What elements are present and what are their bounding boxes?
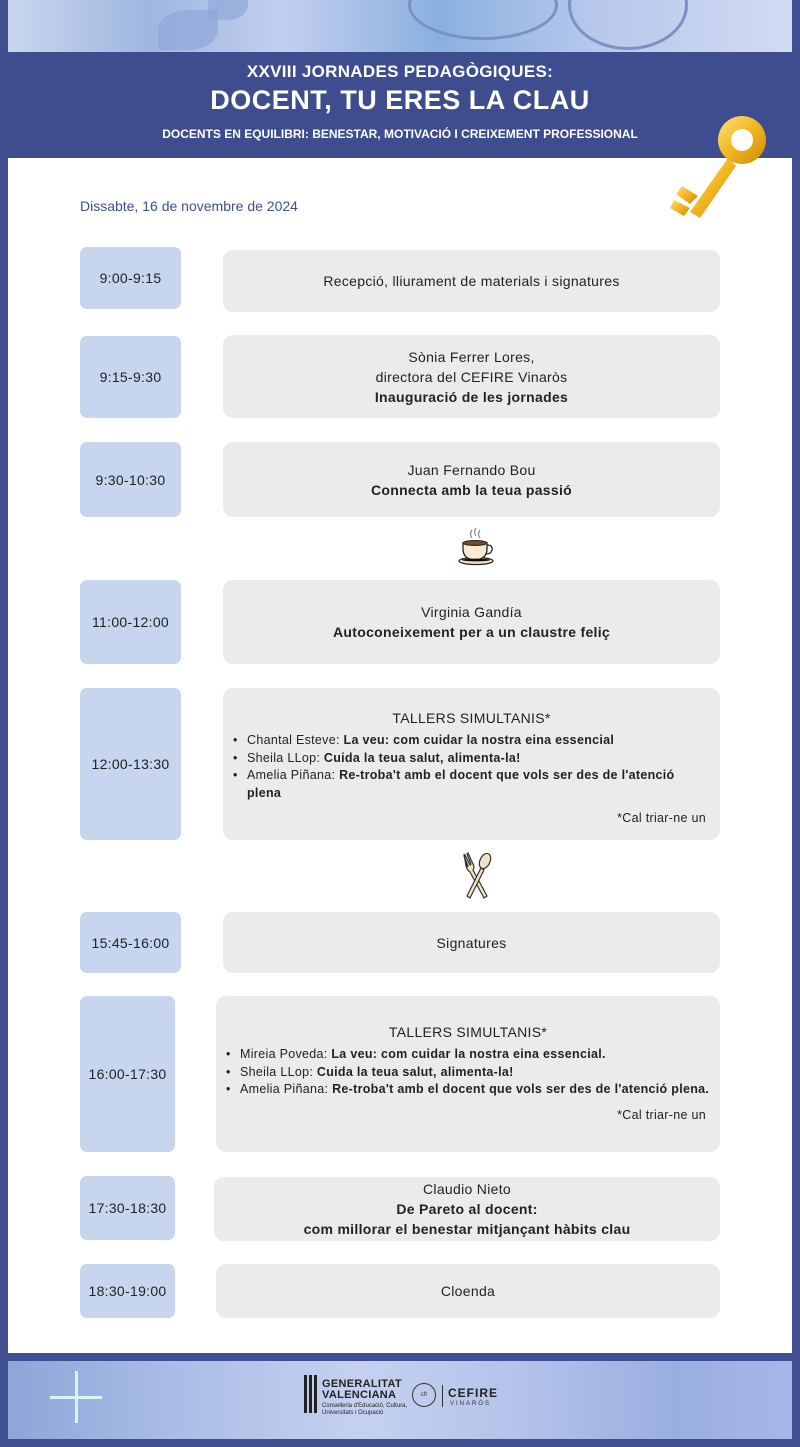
session-title: Inauguració de les jornades [374,388,569,405]
event-subtitle: DOCENTS EN EQUILIBRI: BENESTAR, MOTIVACIÓ I CREIXEMENT PROFESSIONAL [162,127,638,141]
session-box [216,1264,720,1318]
list-item: • Amelia Piñana: Re-troba't amb el docent que vols ser des de l'atenció plena. [240,1081,712,1099]
event-date: Dissabte, 16 de novembre de 2024 [80,198,298,214]
session-box [223,250,720,312]
event-title: DOCENT, TU ERES LA CLAU [210,85,590,115]
speaker-role: directora del CEFIRE Vinaròs [375,368,568,385]
list-item: • Amelia Piñana: Re-troba't amb el docent que vols ser des de l'atenció plena [247,767,712,802]
session-text: Cloenda [440,1283,496,1299]
speaker-name: Sònia Ferrer Lores, [408,348,535,365]
list-item: • Sheila LLop: Cuida la teua salut, alimenta-la! [247,750,712,768]
session-text: Signatures [436,934,507,951]
footer-strip: GENERALITAT VALENCIANA Conselleria d'Educació, Cultura, Universitats i Ocupació cfr CEFIRE VINARÒS [8,1361,792,1439]
session-box [223,442,720,517]
speaker-name: Virginia Gandía [421,604,522,620]
time-slot: 9:15-9:30 [80,336,181,418]
generalitat-shield-icon [302,1375,318,1413]
session-box [223,580,720,664]
workshop-list [216,1046,720,1099]
session-title: Autoconeixement per a un claustre feliç [333,624,610,640]
list-item: • Sheila LLop: Cuida la teua salut, alimenta-la! [240,1064,712,1082]
workshop-title: TALLERS SIMULTANIS* [392,710,551,726]
time-slot: 15:45-16:00 [80,912,181,973]
session-title: Connecta amb la teua passió [370,481,573,498]
workshop-note: *Cal triar-ne un [617,1107,706,1122]
time-slot: 17:30-18:30 [80,1176,175,1240]
workshop-note: *Cal triar-ne un [617,811,706,825]
event-edition: XXVIII JORNADES PEDAGÒGIQUES: [246,62,554,81]
fork-knife-icon [458,852,494,900]
time-slot: 16:00-17:30 [80,996,175,1152]
coffee-cup-icon [456,528,496,566]
time-slot: 9:00-9:15 [80,247,181,309]
session-box [223,335,720,418]
session-box [214,1177,720,1241]
generalitat-logo: GENERALITAT VALENCIANA Conselleria d'Educació, Cultura, Universitats i Ocupació [302,1371,412,1431]
workshop-box [223,688,720,840]
session-title-cont: com millorar el benestar mitjançant hàbits clau [303,1221,631,1237]
workshop-title: TALLERS SIMULTANIS* [388,1024,548,1040]
workshop-box [216,996,720,1152]
workshop-list [223,732,720,802]
time-slot: 9:30-10:30 [80,442,181,517]
session-box [223,912,720,973]
time-slot: 11:00-12:00 [80,580,181,664]
top-decorative-strip [8,0,792,52]
speaker-name: Juan Fernando Bou [407,461,536,478]
list-item: • Mireia Poveda: La veu: com cuidar la nostra eina essencial. [240,1046,712,1064]
session-text: Recepció, lliurament de materials i signatures [323,273,620,289]
speaker-name: Claudio Nieto [423,1181,511,1197]
golden-key-icon [668,108,772,226]
time-slot: 12:00-13:30 [80,688,181,840]
time-slot: 18:30-19:00 [80,1264,175,1318]
session-title: De Pareto al docent: [396,1201,538,1217]
list-item: • Chantal Esteve: La veu: com cuidar la nostra eina essencial [247,732,712,750]
